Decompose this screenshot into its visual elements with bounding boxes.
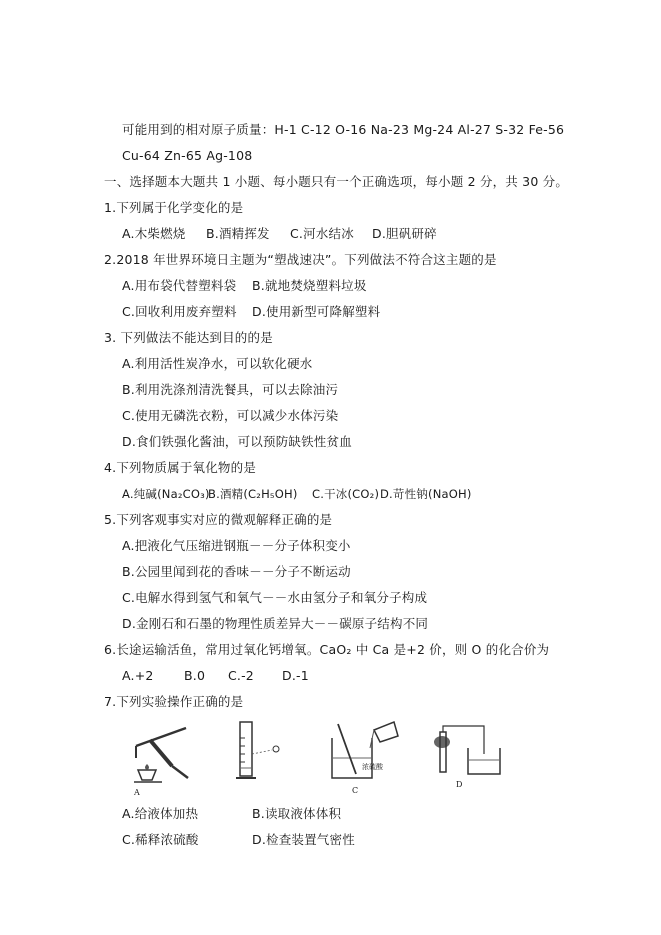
option: D.苛性钠(NaOH) (380, 487, 472, 501)
figure-d (428, 718, 508, 798)
question-stem: 5.下列客观事实对应的微观解释正确的是 (104, 512, 333, 527)
option: B.就地焚烧塑料垃圾 (252, 278, 367, 293)
question-stem: 2.2018 年世界环境日主题为“塑战速决”。下列做法不符合这主题的是 (104, 252, 497, 267)
option: A.用布袋代替塑料袋 (122, 278, 237, 293)
option: D.使用新型可降解塑料 (252, 304, 381, 319)
option: A.+2 (122, 668, 154, 683)
option: B.公园里闻到花的香味－－分子不断运动 (122, 564, 351, 579)
option: C.电解水得到氢气和氧气－－水由氢分子和氧分子构成 (122, 590, 428, 605)
beaker-pouring-icon (324, 718, 400, 786)
figure-c (324, 718, 400, 798)
option: B.0 (184, 668, 206, 683)
option: C.河水结冰 (290, 226, 354, 241)
option: D.胆矾研碎 (372, 226, 437, 241)
option-row (122, 668, 309, 684)
option: D.-1 (282, 668, 309, 683)
option: A.利用活性炭净水，可以软化硬水 (122, 356, 313, 371)
question-stem: 4.下列物质属于氧化物的是 (104, 460, 257, 475)
question-stem: 6.长途运输活鱼，常用过氧化钙增氧。CaO₂ 中 Ca 是+2 价，则 O 的化合价为 (104, 642, 550, 657)
option-row (122, 278, 367, 294)
option: D.食们铁强化酱油，可以预防缺铁性贫血 (122, 434, 352, 449)
option: D.金刚石和石墨的物理性质差异大－－碳原子结构不同 (122, 616, 429, 631)
option: D.检查装置气密性 (252, 832, 355, 847)
option-row (122, 304, 380, 320)
airtightness-check-icon (428, 718, 508, 784)
option: A.纯碱(Na₂CO₃) (122, 487, 210, 501)
option: C.-2 (228, 668, 254, 683)
option-row (122, 832, 355, 848)
option-row (122, 226, 437, 242)
question-stem: 1.下列属于化学变化的是 (104, 200, 244, 215)
option-row (122, 486, 472, 502)
option: C.干冰(CO₂) (312, 487, 380, 501)
option: B.读取液体体积 (252, 806, 342, 821)
figure-label: A (134, 788, 140, 797)
option: A.木柴燃烧 (122, 226, 186, 241)
section-heading: 一、选择题本大题共 1 小题、每小题只有一个正确选项，每小题 2 分，共 30 分。 (104, 174, 569, 189)
option-row (122, 806, 341, 822)
option: C.使用无磷洗衣粉，可以减少水体污染 (122, 408, 339, 423)
option: B.利用洗涤剂清洗餐具，可以去除油污 (122, 382, 339, 397)
figure-text: 浓硫酸 (362, 763, 383, 771)
atomic-masses-line-2: Cu-64 Zn-65 Ag-108 (122, 148, 253, 163)
option: A.给液体加热 (122, 806, 199, 821)
figure-a (128, 718, 198, 798)
graduated-cylinder-icon (232, 718, 292, 788)
option: B.酒精挥发 (206, 226, 270, 241)
option: A.把液化气压缩进钢瓶－－分子体积变小 (122, 538, 351, 553)
figure-b (232, 718, 292, 798)
atomic-masses-line-1: 可能用到的相对原子质量：H-1 C-12 O-16 Na-23 Mg-24 Al-27 S-32 Fe-56 (122, 122, 565, 137)
option: C.回收利用废弃塑料 (122, 304, 237, 319)
question-stem: 7.下列实验操作正确的是 (104, 694, 244, 709)
option: C.稀释浓硫酸 (122, 832, 199, 847)
figure-label: D (456, 780, 463, 789)
heating-test-tube-icon (128, 718, 198, 788)
figure-label: C (352, 786, 359, 795)
option: B.酒精(C₂H₅OH) (208, 487, 298, 501)
experiment-figures (128, 718, 528, 798)
question-stem: 3. 下列做法不能达到目的的是 (104, 330, 273, 345)
